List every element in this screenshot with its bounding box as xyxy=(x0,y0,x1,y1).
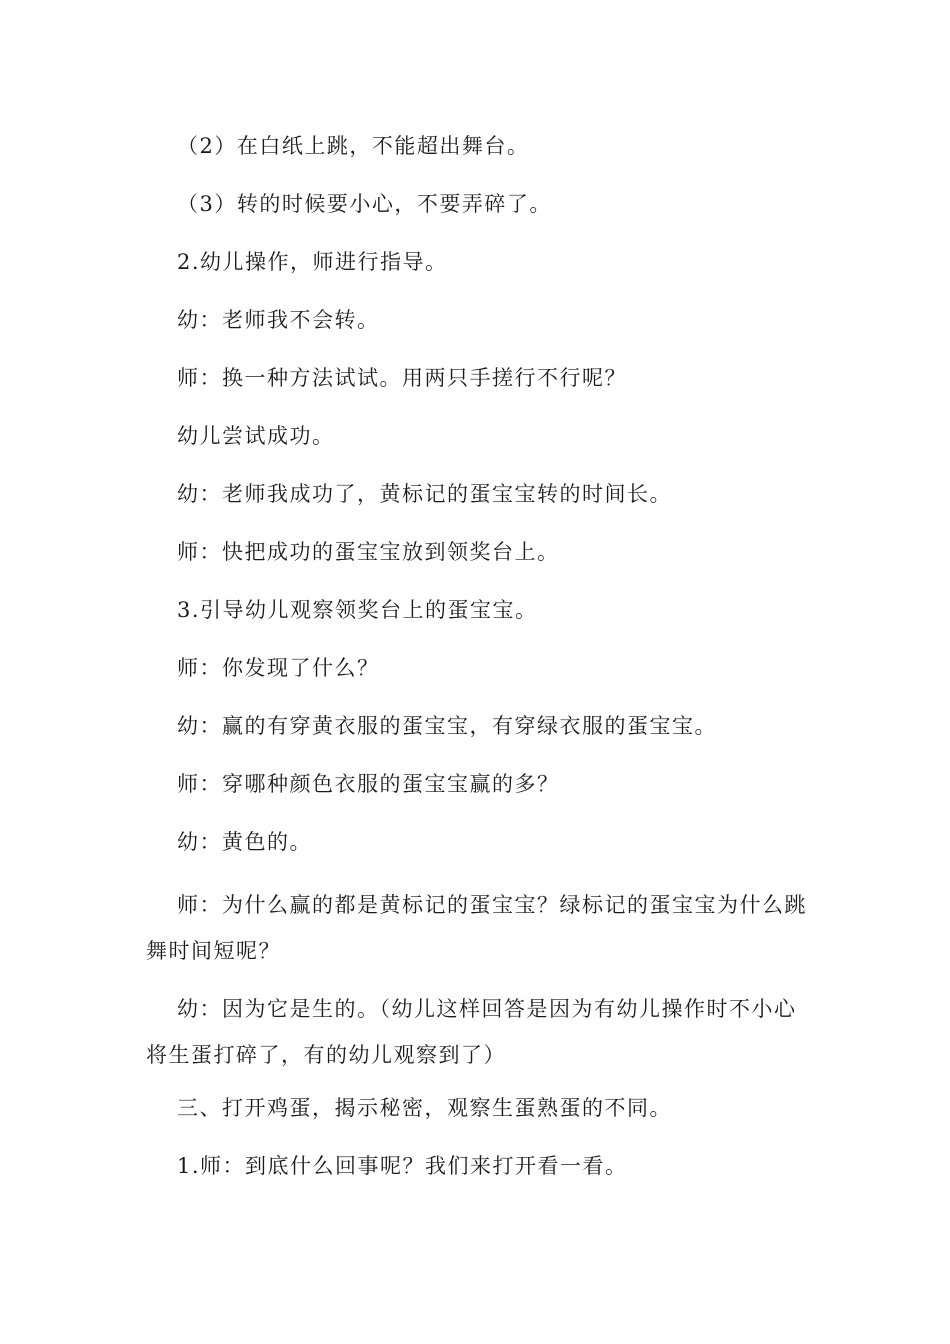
paragraph: 师：你发现了什么？ xyxy=(177,656,380,680)
paragraph: 1.师：到底什么回事呢？我们来打开看一看。 xyxy=(177,1154,628,1178)
paragraph: （3）转的时候要小心，不要弄碎了。 xyxy=(177,192,552,216)
paragraph: 师：穿哪种颜色衣服的蛋宝宝赢的多？ xyxy=(177,772,560,796)
paragraph: 幼：黄色的。 xyxy=(177,830,312,854)
paragraph: （2）在白纸上跳，不能超出舞台。 xyxy=(177,134,530,158)
paragraph: 幼：赢的有穿黄衣服的蛋宝宝，有穿绿衣服的蛋宝宝。 xyxy=(177,714,717,738)
paragraph: 师：为什么赢的都是黄标记的蛋宝宝？绿标记的蛋宝宝为什么跳舞时间短呢？ xyxy=(146,893,807,963)
paragraph: 幼：老师我成功了，黄标记的蛋宝宝转的时间长。 xyxy=(177,482,672,506)
paragraph: 三、打开鸡蛋，揭示秘密，观察生蛋熟蛋的不同。 xyxy=(177,1096,672,1120)
paragraph: 幼儿尝试成功。 xyxy=(177,424,335,448)
paragraph: 师：换一种方法试试。用两只手搓行不行呢？ xyxy=(177,366,627,390)
paragraph: 幼：老师我不会转。 xyxy=(177,308,380,332)
paragraph: 3.引导幼儿观察领奖台上的蛋宝宝。 xyxy=(177,598,538,622)
paragraph: 师：快把成功的蛋宝宝放到领奖台上。 xyxy=(177,540,560,564)
paragraph: 2.幼儿操作，师进行指导。 xyxy=(177,250,448,274)
paragraph: 幼：因为它是生的。（幼儿这样回答是因为有幼儿操作时不小心将生蛋打碎了，有的幼儿观察到了） xyxy=(146,997,797,1067)
document-body xyxy=(146,128,808,1206)
